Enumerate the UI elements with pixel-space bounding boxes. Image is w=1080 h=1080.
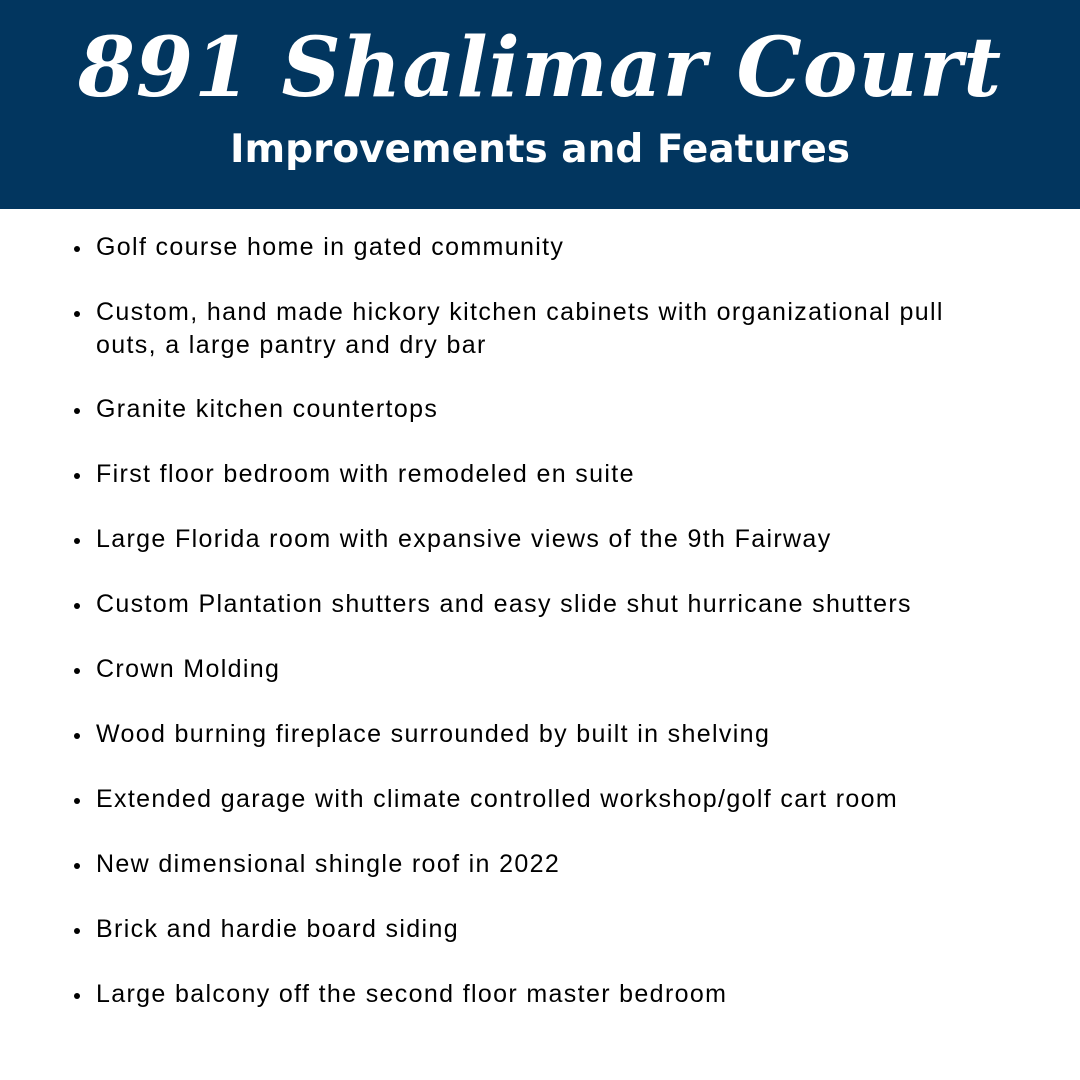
list-item: [72, 588, 1002, 621]
feature-text: Granite kitchen countertops: [96, 395, 439, 423]
feature-text: Wood burning fireplace surrounded by built in shelving: [96, 720, 771, 748]
bullet-icon: [74, 928, 80, 934]
bullet-icon: [74, 863, 80, 869]
feature-text: Extended garage with climate controlled workshop/golf cart room: [96, 785, 899, 813]
list-item: [72, 393, 1002, 426]
bullet-icon: [74, 473, 80, 479]
bullet-icon: [74, 668, 80, 674]
features-list: [72, 231, 1002, 1043]
feature-text: New dimensional shingle roof in 2022: [96, 850, 561, 878]
list-item: [72, 783, 1002, 816]
property-title: 891 Shalimar Court: [77, 20, 1003, 116]
list-item: [72, 913, 1002, 946]
feature-text: Custom Plantation shutters and easy slide shut hurricane shutters: [96, 590, 912, 618]
bullet-icon: [74, 603, 80, 609]
list-item: [72, 978, 1002, 1011]
list-item: [72, 523, 1002, 556]
section-subtitle: Improvements and Features: [230, 127, 850, 172]
list-item: [72, 848, 1002, 881]
feature-text: First floor bedroom with remodeled en suite: [96, 460, 635, 488]
header-banner: [0, 0, 1080, 209]
list-item: [72, 231, 1002, 264]
feature-text: Brick and hardie board siding: [96, 915, 459, 943]
bullet-icon: [74, 798, 80, 804]
list-item: [72, 718, 1002, 751]
list-item: [72, 296, 1002, 362]
bullet-icon: [74, 993, 80, 999]
feature-text: Crown Molding: [96, 655, 281, 683]
feature-text: Golf course home in gated community: [96, 233, 565, 261]
list-item: [72, 458, 1002, 491]
bullet-icon: [74, 538, 80, 544]
feature-text: Custom, hand made hickory kitchen cabinets with organizational pull outs, a large pantry and dry bar: [96, 298, 944, 359]
bullet-icon: [74, 246, 80, 252]
bullet-icon: [74, 311, 80, 317]
feature-text: Large balcony off the second floor master bedroom: [96, 980, 728, 1008]
bullet-icon: [74, 408, 80, 414]
feature-text: Large Florida room with expansive views of the 9th Fairway: [96, 525, 832, 553]
bullet-icon: [74, 733, 80, 739]
list-item: [72, 653, 1002, 686]
